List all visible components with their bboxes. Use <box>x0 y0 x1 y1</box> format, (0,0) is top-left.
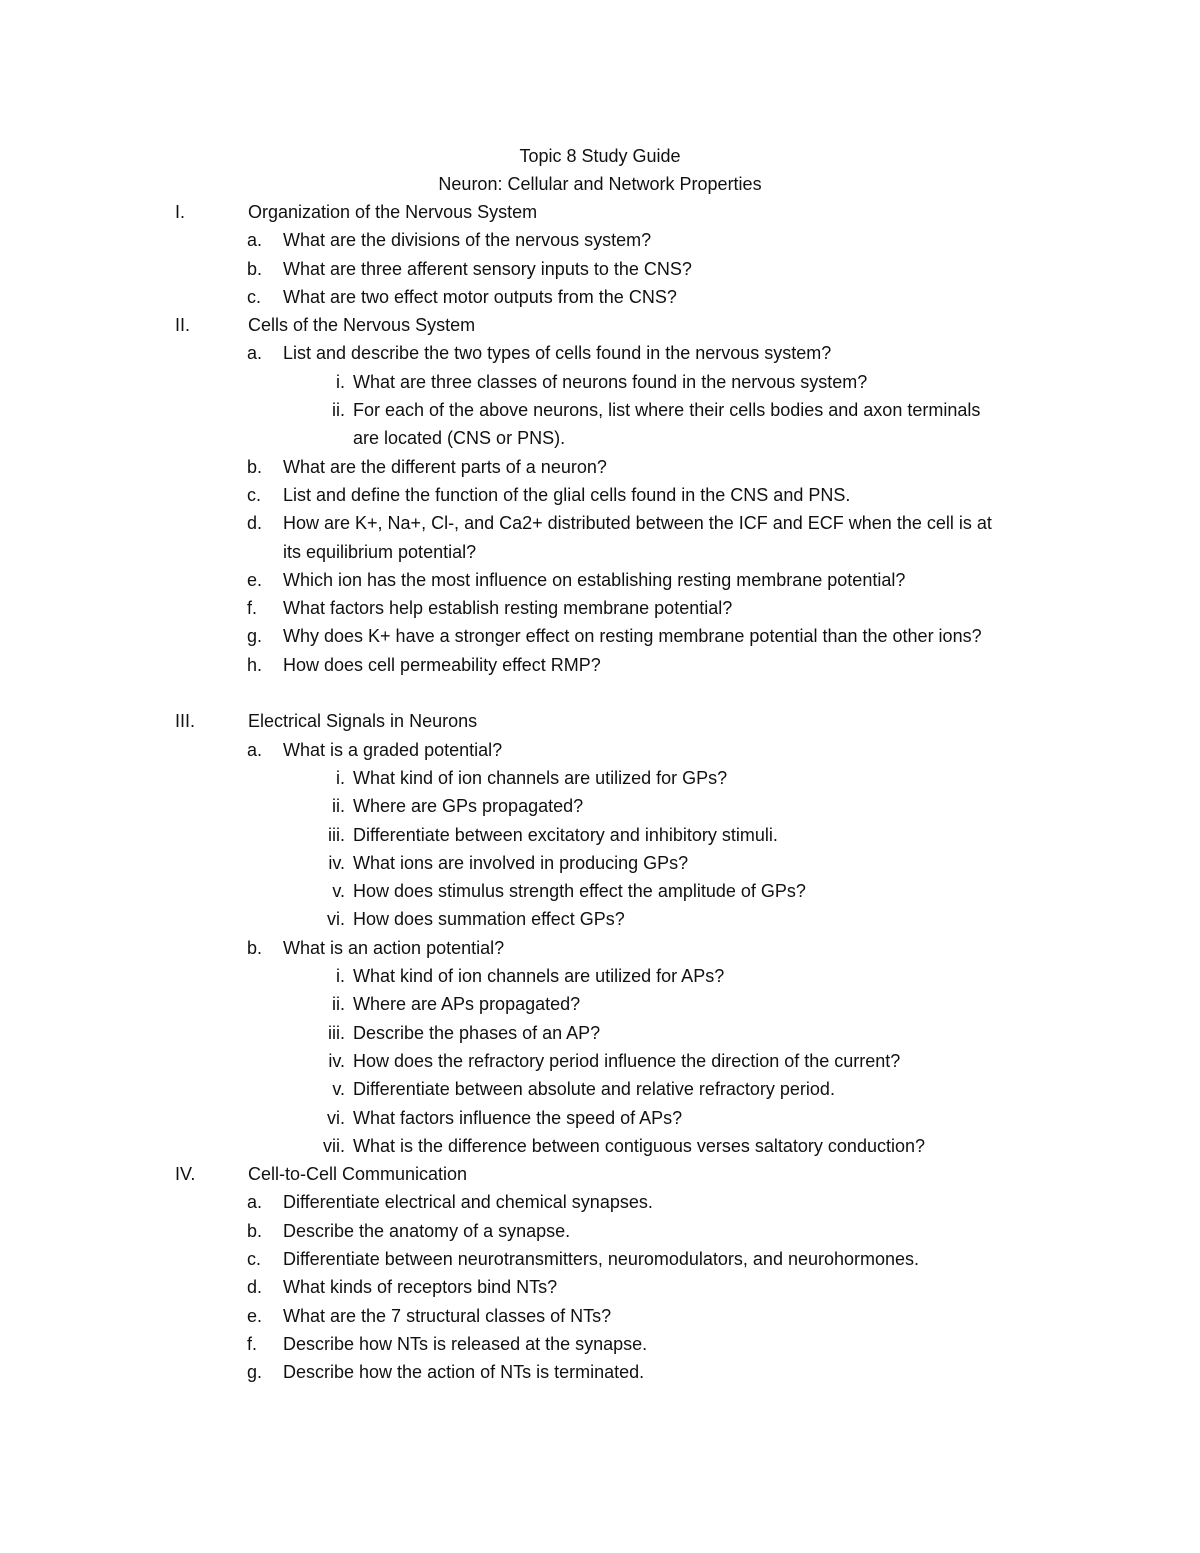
question-item <box>0 594 1200 622</box>
section-heading-row <box>0 1160 1200 1188</box>
item-marker: g. <box>247 1362 263 1383</box>
sub-question-item <box>0 396 1200 424</box>
sub-question-item <box>0 792 1200 820</box>
item-text: Which ion has the most influence on establishing resting membrane potential? <box>283 569 906 590</box>
subitem-text: Where are APs propagated? <box>353 994 581 1015</box>
item-marker: a. <box>247 230 263 251</box>
page-subtitle: Neuron: Cellular and Network Properties <box>438 174 762 195</box>
sub-question-item <box>0 905 1200 933</box>
subitem-marker: i. <box>336 371 345 392</box>
subitem-marker: vii. <box>323 1135 345 1156</box>
subitem-text: What kind of ion channels are utilized for APs? <box>353 966 725 987</box>
item-text: List and define the function of the glial cells found in the CNS and PNS. <box>283 484 851 505</box>
item-marker: d. <box>247 1277 263 1298</box>
item-text: What kinds of receptors bind NTs? <box>283 1277 558 1298</box>
subitem-text: Where are GPs propagated? <box>353 796 584 817</box>
question-item <box>0 1188 1200 1216</box>
question-item <box>0 622 1200 650</box>
item-marker: c. <box>247 1248 262 1269</box>
item-text: Describe how NTs is released at the synapse. <box>283 1333 648 1354</box>
page-title: Topic 8 Study Guide <box>519 146 681 166</box>
sub-question-item <box>0 1132 1200 1160</box>
question-item <box>0 453 1200 481</box>
sub-question-item <box>0 1019 1200 1047</box>
question-item <box>0 255 1200 283</box>
item-text: What are the different parts of a neuron? <box>283 456 607 477</box>
subitem-marker: ii. <box>332 994 345 1015</box>
question-item <box>0 509 1200 537</box>
item-marker: f. <box>247 1333 258 1354</box>
item-text: Why does K+ have a stronger effect on resting membrane potential than the other ions? <box>283 626 982 647</box>
sub-question-item <box>0 849 1200 877</box>
sub-question-item <box>0 368 1200 396</box>
item-text: What factors help establish resting membrane potential? <box>283 598 733 619</box>
subitem-marker: iv. <box>328 852 345 873</box>
subitem-text: How does the refractory period influence the direction of the current? <box>353 1050 901 1071</box>
subitem-text: Differentiate between excitatory and inhibitory stimuli. <box>353 824 778 845</box>
section-heading: Cells of the Nervous System <box>248 315 476 336</box>
section-heading: Electrical Signals in Neurons <box>248 711 478 732</box>
section-numeral: IV. <box>175 1164 196 1185</box>
sub-question-item <box>0 1047 1200 1075</box>
subitem-text: What ions are involved in producing GPs? <box>353 852 689 873</box>
question-item <box>0 339 1200 367</box>
question-item <box>0 1245 1200 1273</box>
question-item <box>0 481 1200 509</box>
subitem-text: What is the difference between contiguous verses saltatory conduction? <box>353 1135 926 1156</box>
subitem-marker: ii. <box>332 796 345 817</box>
question-item <box>0 934 1200 962</box>
question-item <box>0 736 1200 764</box>
item-text: Describe how the action of NTs is terminated. <box>283 1362 645 1383</box>
question-item <box>0 1330 1200 1358</box>
section-numeral: III. <box>175 711 196 732</box>
question-item <box>0 566 1200 594</box>
subitem-text: For each of the above neurons, list where their cells bodies and axon terminals <box>353 400 981 421</box>
item-marker: e. <box>247 1305 263 1326</box>
item-text: List and describe the two types of cells found in the nervous system? <box>283 343 832 364</box>
item-marker: f. <box>247 598 258 619</box>
question-item <box>0 1217 1200 1245</box>
item-text: What are three afferent sensory inputs to the CNS? <box>283 258 692 279</box>
item-text: Differentiate electrical and chemical synapses. <box>283 1192 653 1213</box>
section-heading: Cell-to-Cell Communication <box>248 1164 468 1185</box>
sub-question-continuation <box>0 424 1200 452</box>
section-heading: Organization of the Nervous System <box>248 202 538 222</box>
question-item <box>0 1273 1200 1301</box>
subitem-marker: vi. <box>327 909 345 930</box>
item-text: Differentiate between neurotransmitters, neuromodulators, and neurohormones. <box>283 1248 920 1269</box>
item-marker: c. <box>247 286 262 307</box>
item-marker: a. <box>247 739 263 760</box>
item-text: How are K+, Na+, Cl-, and Ca2+ distributed between the ICF and ECF when the cell is at <box>283 513 992 534</box>
item-text: How does cell permeability effect RMP? <box>283 654 601 675</box>
subitem-marker: iv. <box>328 1050 345 1071</box>
question-item <box>0 1302 1200 1330</box>
subitem-marker: vi. <box>327 1107 345 1128</box>
item-text: Describe the anatomy of a synapse. <box>283 1220 571 1241</box>
subitem-marker: iii. <box>328 824 345 845</box>
section-heading-row <box>0 311 1200 339</box>
subitem-text-continuation: are located (CNS or PNS). <box>353 428 566 449</box>
item-marker: b. <box>247 258 263 279</box>
title-block <box>0 142 1200 199</box>
sub-question-item <box>0 990 1200 1018</box>
item-marker: g. <box>247 626 263 647</box>
sub-question-item <box>0 962 1200 990</box>
subitem-marker: iii. <box>328 1022 345 1043</box>
item-text: What are two effect motor outputs from the CNS? <box>283 286 677 307</box>
subitem-text: How does stimulus strength effect the amplitude of GPs? <box>353 881 806 902</box>
item-marker: e. <box>247 569 263 590</box>
item-text: What are the 7 structural classes of NTs? <box>283 1305 612 1326</box>
subitem-text: What kind of ion channels are utilized for GPs? <box>353 767 728 788</box>
subitem-text: What are three classes of neurons found in the nervous system? <box>353 371 868 392</box>
subitem-marker: ii. <box>332 400 345 421</box>
item-text: What is an action potential? <box>283 937 505 958</box>
sub-question-item <box>0 821 1200 849</box>
sub-question-item <box>0 764 1200 792</box>
sub-question-item <box>0 877 1200 905</box>
section-heading-row <box>0 707 1200 735</box>
subitem-marker: i. <box>336 767 345 788</box>
item-text: What are the divisions of the nervous system? <box>283 230 652 251</box>
subitem-marker: v. <box>332 1079 345 1100</box>
question-item <box>0 651 1200 679</box>
item-marker: b. <box>247 1220 263 1241</box>
item-marker: a. <box>247 343 263 364</box>
question-item-continuation <box>0 538 1200 566</box>
item-text-continuation: its equilibrium potential? <box>283 541 477 562</box>
section-numeral: I. <box>175 202 186 222</box>
item-marker: d. <box>247 513 263 534</box>
item-marker: c. <box>247 484 262 505</box>
section-heading-row <box>0 198 1200 226</box>
item-text: What is a graded potential? <box>283 739 503 760</box>
subitem-text: How does summation effect GPs? <box>353 909 625 930</box>
sub-question-item <box>0 1075 1200 1103</box>
subitem-marker: i. <box>336 966 345 987</box>
item-marker: b. <box>247 937 263 958</box>
item-marker: b. <box>247 456 263 477</box>
question-item <box>0 283 1200 311</box>
study-guide-outline <box>0 198 1200 1386</box>
subitem-text: Describe the phases of an AP? <box>353 1022 601 1043</box>
subitem-marker: v. <box>332 881 345 902</box>
question-item <box>0 226 1200 254</box>
sub-question-item <box>0 1104 1200 1132</box>
blank-line <box>0 679 1200 707</box>
question-item <box>0 1358 1200 1386</box>
item-marker: a. <box>247 1192 263 1213</box>
section-numeral: II. <box>175 315 191 336</box>
item-marker: h. <box>247 654 263 675</box>
subitem-text: Differentiate between absolute and relative refractory period. <box>353 1079 835 1100</box>
subitem-text: What factors influence the speed of APs? <box>353 1107 683 1128</box>
